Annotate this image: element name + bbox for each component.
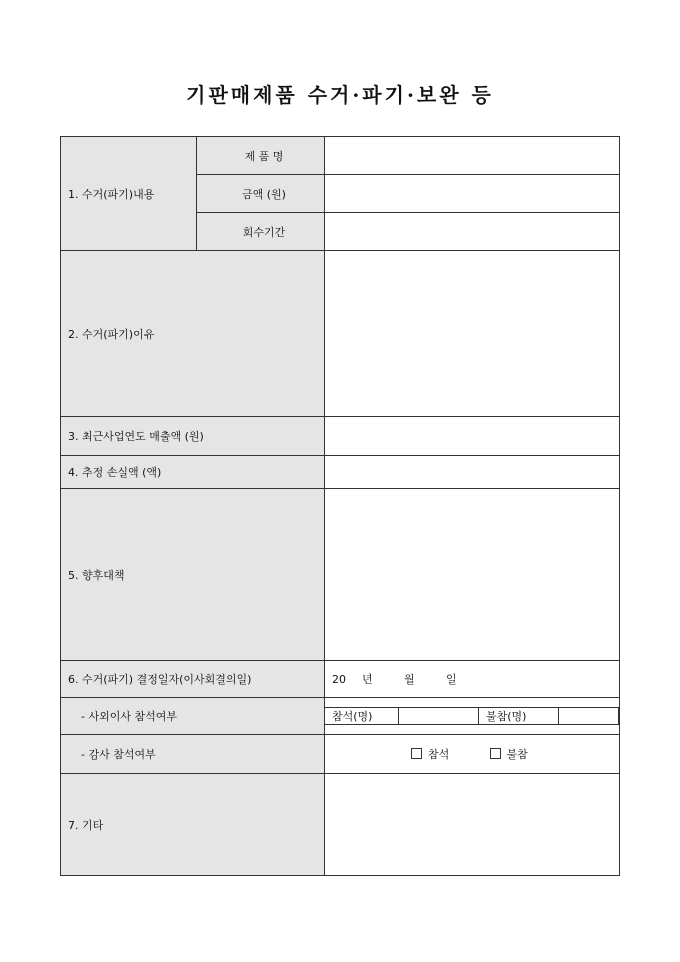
date-month-unit: 월 — [404, 673, 415, 686]
recall-period-field[interactable] — [325, 213, 620, 251]
auditor-attend-text: 참석 — [428, 748, 450, 761]
auditor-attendance-label: - 감사 참석여부 — [61, 735, 325, 774]
auditor-attend-option[interactable] — [411, 746, 486, 762]
recall-period-label: 회수기간 — [197, 213, 325, 251]
section1-label: 1. 수거(파기)내용 — [61, 137, 197, 251]
directors-attend-count-field[interactable] — [399, 708, 479, 725]
recall-report-form — [60, 136, 620, 876]
directors-absent-count-field[interactable] — [559, 708, 619, 725]
auditor-attendance-options — [325, 735, 620, 774]
auditor-absent-text: 불참 — [506, 748, 528, 761]
directors-attendance-cells — [325, 698, 620, 735]
product-name-field[interactable] — [325, 137, 620, 175]
section6-label: 6. 수거(파기) 결정일자(이사회결의일) — [61, 661, 325, 698]
section2-label: 2. 수거(파기)이유 — [61, 251, 325, 417]
product-name-label: 제 품 명 — [197, 137, 325, 175]
date-year-unit: 년 — [362, 673, 373, 686]
estimated-loss-field[interactable] — [325, 456, 620, 489]
recall-reason-field[interactable] — [325, 251, 620, 417]
section5-label: 5. 향후대책 — [61, 489, 325, 661]
date-year: 20 — [332, 673, 346, 686]
section7-label: 7. 기타 — [61, 774, 325, 876]
decision-date-field[interactable] — [325, 661, 620, 698]
directors-attend-label: 참석(명) — [325, 708, 399, 725]
amount-field[interactable] — [325, 175, 620, 213]
section3-label: 3. 최근사업연도 매출액 (원) — [61, 417, 325, 456]
future-plan-field[interactable] — [325, 489, 620, 661]
checkbox-icon[interactable] — [411, 748, 422, 759]
section4-label: 4. 추정 손실액 (액) — [61, 456, 325, 489]
date-day-unit: 일 — [446, 673, 457, 686]
recent-sales-field[interactable] — [325, 417, 620, 456]
auditor-absent-option[interactable] — [490, 748, 528, 761]
checkbox-icon[interactable] — [490, 748, 501, 759]
other-notes-field[interactable] — [325, 774, 620, 876]
amount-label: 금액 (원) — [197, 175, 325, 213]
document-title: 기판매제품 수거·파기·보완 등 — [186, 83, 494, 107]
directors-absent-label: 불참(명) — [479, 708, 559, 725]
directors-attendance-label: - 사외이사 참석여부 — [61, 698, 325, 735]
